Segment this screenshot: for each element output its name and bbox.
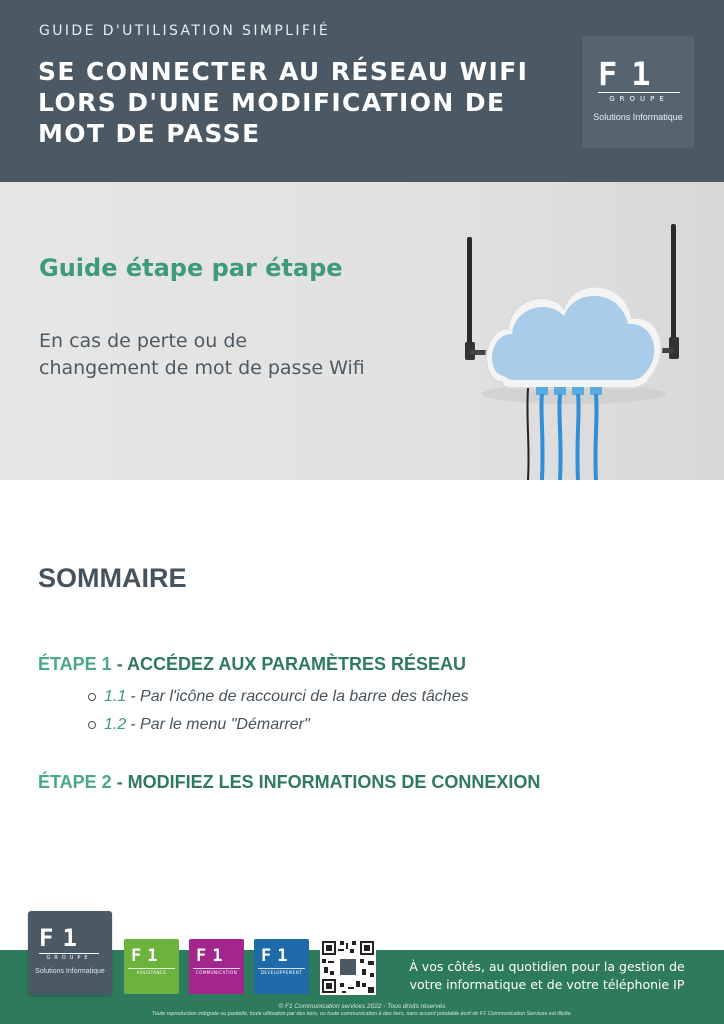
logo-mark: F1: [39, 924, 86, 952]
title-line: MOT DE PASSE: [38, 119, 261, 148]
substep-number: 1.2: [104, 716, 127, 733]
substep-1-2: [88, 716, 310, 734]
tile-label: COMMUNICATION: [193, 968, 240, 975]
legal-notice: Toute reproduction intégrale ou partielle, toute utilisation par des tiers, ou toute communication à des tiers, sans accord préalable écrit de F1 Communication Services est illicite.: [151, 1011, 573, 1017]
hero-section: [0, 182, 724, 480]
substep-label: - Par le menu "Démarrer": [130, 716, 310, 733]
qr-code[interactable]: [320, 939, 376, 995]
tile-mark: F1: [196, 946, 229, 966]
logo-subtitle: Solutions Informatique: [593, 112, 683, 122]
hero-title: Guide étape par étape: [39, 254, 343, 282]
sommaire-title: SOMMAIRE: [38, 563, 187, 593]
hero-text-line: changement de mot de passe Wifi: [39, 357, 365, 379]
logo-subtitle: Solutions Informatique: [35, 968, 105, 975]
logo-groupe: GROUPE: [39, 953, 99, 961]
tile-mark: F1: [131, 946, 164, 966]
tile-mark: F1: [261, 946, 294, 966]
logo-groupe: GROUPE: [598, 92, 680, 103]
logo-mark: F1: [598, 55, 665, 93]
title-line: LORS D'UNE MODIFICATION DE: [38, 88, 506, 117]
hero-text: [39, 328, 419, 382]
step-number: ÉTAPE 1: [38, 654, 112, 674]
bullet-icon: [88, 693, 96, 701]
header-banner: [0, 0, 724, 182]
step-number: ÉTAPE 2: [38, 772, 112, 792]
title-line: SE CONNECTER AU RÉSEAU WIFI: [38, 57, 529, 86]
f1-developpement-logo: [254, 939, 309, 994]
substep-1-1: [88, 688, 469, 706]
step-1-heading: [38, 654, 466, 675]
step-2-heading: [38, 772, 540, 793]
bullet-icon: [88, 721, 96, 729]
substep-label: - Par l'icône de raccourci de la barre des tâches: [130, 688, 469, 705]
tile-label: DEVELOPPEMENT: [258, 968, 305, 975]
cloud-router-image: [440, 182, 724, 480]
copyright-text: © F1 Communication services 2022 - Tous droits réservés: [278, 1003, 446, 1010]
footer-tagline: À vos côtés, au quotidien pour la gestion de votre informatique et de votre téléphonie IP: [409, 959, 685, 992]
f1-groupe-logo: [582, 36, 694, 148]
document-title: [38, 56, 578, 149]
step-label: - MODIFIEZ LES INFORMATIONS DE CONNEXION: [111, 772, 541, 792]
f1-assistance-logo: [124, 939, 179, 994]
guide-kicker: GUIDE D'UTILISATION SIMPLIFIÉ: [39, 23, 331, 39]
tile-label: ASSISTANCE: [128, 968, 175, 975]
footer-f1-groupe-logo: [28, 911, 112, 995]
step-label: - ACCÉDEZ AUX PARAMÈTRES RÉSEAU: [111, 654, 467, 674]
f1-communication-logo: [189, 939, 244, 994]
substep-number: 1.1: [104, 688, 127, 705]
hero-text-line: En cas de perte ou de: [39, 330, 248, 352]
